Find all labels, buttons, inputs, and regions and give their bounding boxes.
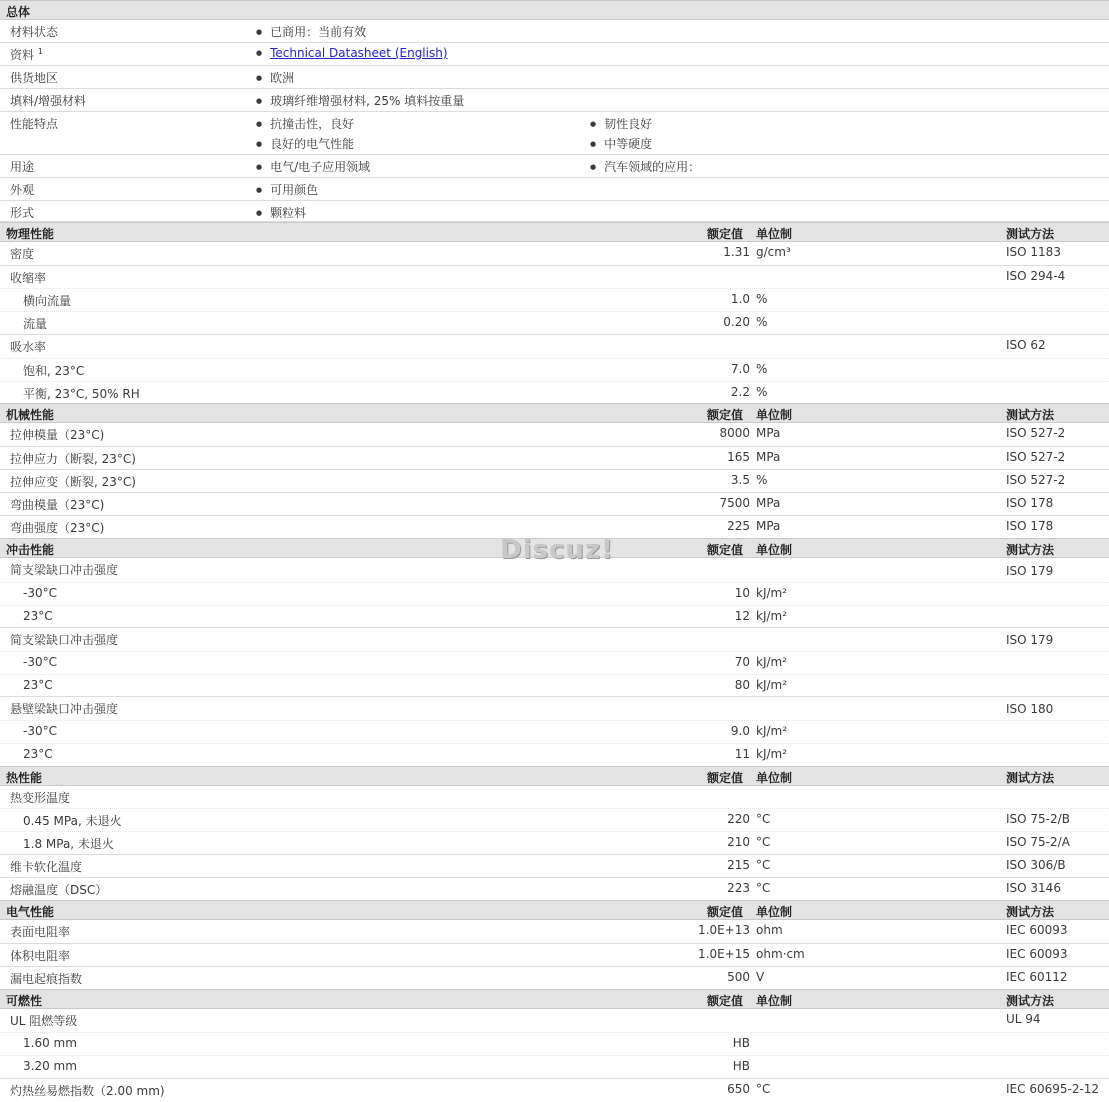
row-label: 1.8 MPa, 未退火 [23, 837, 114, 851]
table-row [0, 675, 1109, 697]
row-label: 热变形温度 [10, 791, 71, 805]
row-method: ISO 527-2 [1006, 473, 1066, 487]
section-title: 可燃性 [6, 994, 43, 1008]
table-row [0, 744, 1109, 766]
row-method: ISO 178 [1006, 519, 1054, 533]
row-label: 流量 [23, 317, 48, 331]
header-method: 测试方法 [1006, 408, 1055, 422]
row-label: 23°C [23, 609, 53, 623]
table-row [0, 335, 1109, 359]
row-label: 资料 $^1$ [10, 47, 43, 62]
section-title: 电气性能 [6, 905, 55, 919]
row-label: 平衡, 23°C, 50% RH [23, 387, 140, 401]
table-row [0, 1056, 1109, 1079]
table-row [0, 652, 1109, 675]
row-unit: kJ/m² [756, 724, 788, 738]
table-row [0, 832, 1109, 855]
table-row [0, 423, 1109, 447]
section-title: 物理性能 [6, 227, 55, 241]
table-row [0, 786, 1109, 809]
table-row [0, 697, 1109, 721]
row-method: ISO 527-2 [1006, 450, 1066, 464]
table-row [0, 312, 1109, 335]
row-label: 漏电起痕指数 [10, 972, 83, 986]
row-method: IEC 60112 [1006, 970, 1068, 984]
row-value: ● 已商用：当前有效 [256, 23, 366, 40]
section-title: 冲击性能 [6, 543, 55, 557]
row-label: 23°C [23, 678, 53, 692]
row-value: 7500 [719, 496, 750, 510]
row-appearance [0, 178, 1109, 201]
row-unit: ohm [756, 923, 783, 937]
row-value: 80 [734, 678, 750, 692]
header-unit: 单位制 [756, 543, 793, 557]
row-filler [0, 89, 1109, 112]
header-value: 额定值 [707, 408, 744, 422]
row-label: 供货地区 [10, 71, 59, 85]
header-method: 测试方法 [1006, 994, 1055, 1008]
footnote-marker: 1 [37, 47, 43, 56]
row-unit: % [756, 385, 768, 399]
row-value: ● 欧洲 [256, 69, 294, 86]
table-row [0, 382, 1109, 403]
row-method: ISO 179 [1006, 564, 1054, 578]
row-value: 12 [734, 609, 750, 623]
row-label: 简支梁缺口冲击强度 [10, 563, 119, 577]
row-label: 横向流量 [23, 294, 72, 308]
row-unit: kJ/m² [756, 609, 788, 623]
row-value: 2.2 [730, 385, 750, 399]
row-unit: kJ/m² [756, 586, 788, 600]
row-value: 3.5 [730, 473, 750, 487]
row-value: HB [732, 1059, 750, 1073]
row-label: 拉伸应力（断裂, 23°C) [10, 452, 136, 466]
use-item: ● 汽车领域的应用： [590, 158, 700, 175]
row-value: 1.0E+13 [698, 923, 750, 937]
header-method: 测试方法 [1006, 227, 1055, 241]
table-row [0, 878, 1109, 900]
row-label: -30°C [23, 655, 57, 669]
row-label: 弯曲强度（23°C) [10, 521, 105, 535]
table-row [0, 606, 1109, 628]
row-unit: MPa [756, 450, 781, 464]
row-method: ISO 294-4 [1006, 269, 1066, 283]
row-label: 吸水率 [10, 340, 47, 354]
row-value: 220 [727, 812, 750, 826]
row-value: 165 [727, 450, 750, 464]
row-value: 9.0 [730, 724, 750, 738]
row-label: UL 阻燃等级 [10, 1014, 78, 1028]
section-flammability [0, 989, 1109, 1009]
table-row [0, 855, 1109, 878]
header-unit: 单位制 [756, 408, 793, 422]
row-value: ● 玻璃纤维增强材料, 25% 填料按重量 [256, 92, 464, 109]
row-value: 10 [734, 586, 750, 600]
row-label: 形式 [10, 206, 35, 220]
row-method: ISO 75-2/A [1006, 835, 1070, 849]
row-unit: MPa [756, 519, 781, 533]
row-region [0, 66, 1109, 89]
section-thermal [0, 766, 1109, 786]
row-label: 熔融温度（DSC） [10, 883, 108, 897]
row-unit: °C [756, 835, 771, 849]
row-label: 外观 [10, 183, 35, 197]
row-method: ISO 3146 [1006, 881, 1061, 895]
table-row [0, 583, 1109, 606]
row-unit: °C [756, 1082, 771, 1096]
row-value: 11 [734, 747, 750, 761]
section-electrical [0, 900, 1109, 920]
row-label: 23°C [23, 747, 53, 761]
row-method: ISO 1183 [1006, 245, 1061, 259]
table-row [0, 289, 1109, 312]
row-value: 70 [734, 655, 750, 669]
row-label: 饱和, 23°C [23, 364, 85, 378]
row-form [0, 201, 1109, 222]
header-method: 测试方法 [1006, 905, 1055, 919]
row-value: 8000 [719, 426, 750, 440]
row-label: 密度 [10, 247, 35, 261]
row-value: ● 可用颜色 [256, 181, 318, 198]
row-unit: % [756, 292, 768, 306]
table-row [0, 447, 1109, 470]
row-label: 维卡软化温度 [10, 860, 83, 874]
row-unit: kJ/m² [756, 655, 788, 669]
header-value: 额定值 [707, 994, 744, 1008]
row-value: ● 颗粒料 [256, 204, 306, 221]
row-value: 225 [727, 519, 750, 533]
row-status [0, 20, 1109, 43]
row-label: 体积电阻率 [10, 949, 71, 963]
table-row [0, 242, 1109, 266]
feature-item: ● 良好的电气性能 [256, 135, 354, 152]
row-label: 0.45 MPa, 未退火 [23, 814, 122, 828]
row-label: 用途 [10, 160, 35, 174]
use-item: ● 电气/电子应用领域 [256, 158, 370, 175]
row-value: 210 [727, 835, 750, 849]
row-label: 拉伸应变（断裂, 23°C) [10, 475, 136, 489]
row-label: 填料/增强材料 [10, 94, 87, 108]
row-value: 0.20 [723, 315, 750, 329]
row-value: 650 [727, 1082, 750, 1096]
row-label: 1.60 mm [23, 1036, 77, 1050]
row-method: IEC 60695-2-12 [1006, 1082, 1100, 1096]
feature-item: ● 韧性良好 [590, 115, 652, 132]
row-unit: kJ/m² [756, 678, 788, 692]
header-unit: 单位制 [756, 227, 793, 241]
row-docs [0, 43, 1109, 66]
row-label: 表面电阻率 [10, 925, 71, 939]
row-method: IEC 60093 [1006, 923, 1068, 937]
table-row [0, 266, 1109, 289]
table-row [0, 493, 1109, 516]
section-physical [0, 222, 1109, 242]
table-row [0, 944, 1109, 967]
header-unit: 单位制 [756, 771, 793, 785]
section-mechanical [0, 403, 1109, 423]
header-unit: 单位制 [756, 905, 793, 919]
table-row [0, 1009, 1109, 1033]
table-row [0, 628, 1109, 652]
row-value: 223 [727, 881, 750, 895]
header-method: 测试方法 [1006, 543, 1055, 557]
row-method: ISO 178 [1006, 496, 1054, 510]
table-row [0, 809, 1109, 832]
row-method: UL 94 [1006, 1012, 1041, 1026]
row-label: 收缩率 [10, 271, 47, 285]
row-unit: MPa [756, 426, 781, 440]
header-unit: 单位制 [756, 994, 793, 1008]
row-unit: g/cm³ [756, 245, 791, 259]
row-value: 500 [727, 970, 750, 984]
row-label: -30°C [23, 586, 57, 600]
row-label: 3.20 mm [23, 1059, 77, 1073]
section-general [0, 0, 1109, 20]
row-method: ISO 306/B [1006, 858, 1066, 872]
row-unit: °C [756, 812, 771, 826]
row-label: 简支梁缺口冲击强度 [10, 633, 119, 647]
table-row [0, 470, 1109, 493]
row-features-2 [0, 132, 1109, 155]
row-uses [0, 155, 1109, 178]
row-value: 1.31 [723, 245, 750, 259]
row-features [0, 112, 1109, 132]
row-method: ISO 180 [1006, 702, 1054, 716]
section-title: 总体 [6, 5, 31, 19]
table-row [0, 1033, 1109, 1056]
row-label: 灼热丝易燃指数（2.00 mm) [10, 1084, 165, 1098]
row-unit: ohm·cm [756, 947, 805, 961]
row-method: ISO 179 [1006, 633, 1054, 647]
row-method: ISO 527-2 [1006, 426, 1066, 440]
row-label: 材料状态 [10, 25, 59, 39]
row-value: 215 [727, 858, 750, 872]
section-title: 机械性能 [6, 408, 55, 422]
header-value: 额定值 [707, 543, 744, 557]
row-value: 1.0E+15 [698, 947, 750, 961]
row-label: 悬壁梁缺口冲击强度 [10, 702, 119, 716]
row-value: 1.0 [730, 292, 750, 306]
section-title: 热性能 [6, 771, 43, 785]
row-label: -30°C [23, 724, 57, 738]
row-value: HB [732, 1036, 750, 1050]
row-unit: V [756, 970, 765, 984]
header-value: 额定值 [707, 771, 744, 785]
row-unit: °C [756, 858, 771, 872]
row-unit: % [756, 362, 768, 376]
row-unit: % [756, 315, 768, 329]
row-unit: MPa [756, 496, 781, 510]
table-row [0, 920, 1109, 944]
row-label: 性能特点 [10, 117, 59, 131]
table-row [0, 967, 1109, 989]
header-value: 额定值 [707, 905, 744, 919]
feature-item: ● 中等硬度 [590, 135, 652, 152]
table-row [0, 721, 1109, 744]
row-method: ISO 62 [1006, 338, 1046, 352]
row-unit: kJ/m² [756, 747, 788, 761]
watermark: Discuz! [500, 535, 614, 565]
table-row [0, 1079, 1109, 1102]
row-value: 7.0 [730, 362, 750, 376]
datasheet-link[interactable]: Technical Datasheet (English) [270, 46, 448, 60]
header-method: 测试方法 [1006, 771, 1055, 785]
datasheet-item [256, 46, 448, 60]
row-label: 拉伸模量（23°C) [10, 428, 105, 442]
row-unit: °C [756, 881, 771, 895]
row-method: IEC 60093 [1006, 947, 1068, 961]
row-unit: % [756, 473, 768, 487]
header-value: 额定值 [707, 227, 744, 241]
row-label: 弯曲模量（23°C) [10, 498, 105, 512]
table-row [0, 359, 1109, 382]
feature-item: ● 抗撞击性，良好 [256, 115, 354, 132]
row-method: ISO 75-2/B [1006, 812, 1070, 826]
